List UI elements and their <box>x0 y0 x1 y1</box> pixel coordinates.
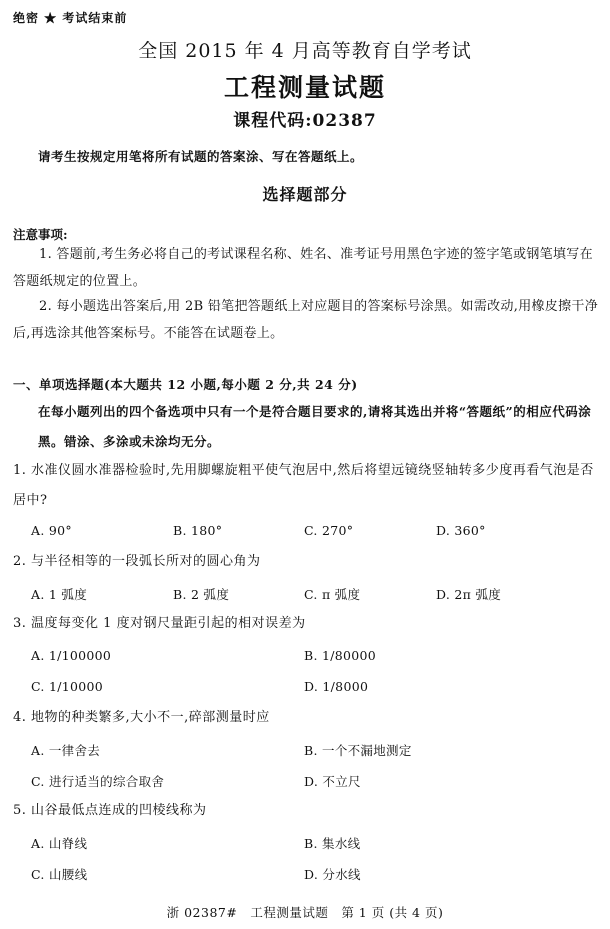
question-stem: 2. 与半径相等的一段弧长所对的圆心角为 <box>13 554 261 569</box>
question-stem: 4. 地物的种类繁多,大小不一,碎部测量时应 <box>13 710 270 725</box>
paper-title: 工程测量试题 <box>223 73 386 102</box>
option: B. 集水线 <box>304 836 361 851</box>
option: D. 360° <box>436 523 486 538</box>
part-description: 在每小题列出的四个备选项中只有一个是符合题目要求的,请将其选出并将“答题纸”的相应代码涂黑。错涂、多涂或未涂均无分。 <box>38 404 592 449</box>
notes-heading: 注意事项: <box>13 227 68 242</box>
option: D. 不立尺 <box>304 774 361 789</box>
option: D. 1/8000 <box>304 679 369 694</box>
option: D. 分水线 <box>304 867 361 882</box>
part-heading: 一、单项选择题(本大题共 12 小题,每小题 2 分,共 24 分) <box>13 377 358 392</box>
exam-title: 全国 2015 年 4 月高等教育自学考试 <box>138 40 472 62</box>
option: B. 2 弧度 <box>173 587 230 602</box>
option: A. 一律舍去 <box>31 743 101 758</box>
option: A. 山脊线 <box>31 836 88 851</box>
answer-instruction: 请考生按规定用笔将所有试题的答案涂、写在答题纸上。 <box>38 149 364 164</box>
section-heading: 选择题部分 <box>262 185 348 204</box>
option: A. 1/100000 <box>31 648 112 663</box>
option: B. 180° <box>173 523 223 538</box>
question-stem: 3. 温度每变化 1 度对钢尺量距引起的相对误差为 <box>13 616 306 631</box>
option: C. π 弧度 <box>304 587 361 602</box>
option: C. 山腰线 <box>31 867 88 882</box>
note-item: 2. 每小题选出答案后,用 2B 铅笔把答题纸上对应题目的答案标号涂黑。如需改动,用橡皮擦干净后,再选涂其他答案标号。不能答在试题卷上。 <box>13 299 598 341</box>
option: A. 1 弧度 <box>31 587 88 602</box>
note-item: 1. 答题前,考生务必将自己的考试课程名称、姓名、准考证号用黑色字迹的签字笔或钢笔填写在答题纸规定的位置上。 <box>13 247 593 289</box>
option: D. 2π 弧度 <box>436 587 502 602</box>
question-stem: 5. 山谷最低点连成的凹棱线称为 <box>13 803 207 818</box>
page-footer: 浙 02387# 工程测量试题 第 1 页 (共 4 页) <box>166 905 444 920</box>
option: C. 进行适当的综合取舍 <box>31 774 165 789</box>
option: C. 270° <box>304 523 354 538</box>
option: A. 90° <box>31 523 72 538</box>
confidential-mark: 绝密 ★ 考试结束前 <box>13 11 128 25</box>
option: B. 一个不漏地测定 <box>304 743 412 758</box>
course-code: 课程代码:02387 <box>233 111 377 131</box>
option: B. 1/80000 <box>304 648 377 663</box>
question-stem: 1. 水准仪圆水准器检验时,先用脚螺旋粗平使气泡居中,然后将望远镜绕竖轴转多少度再看气泡是否居中? <box>13 463 594 508</box>
option: C. 1/10000 <box>31 679 103 694</box>
